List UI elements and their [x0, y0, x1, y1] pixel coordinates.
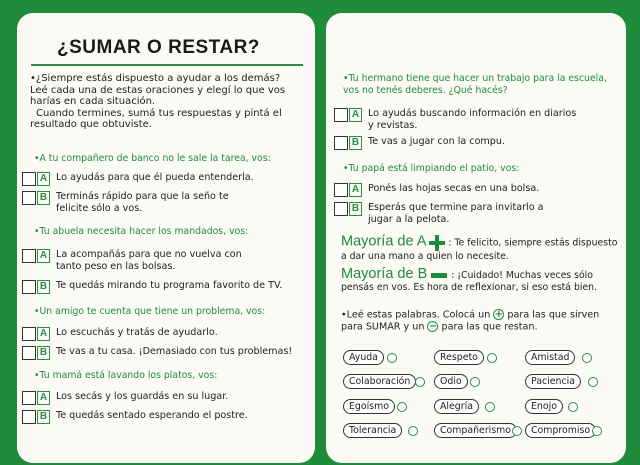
answer-checkbox[interactable]	[22, 327, 36, 341]
question-prompt: •A tu compañero de banco no le sale la tarea, vos:	[34, 153, 271, 164]
option-letter: A	[37, 327, 50, 341]
minus-icon	[430, 270, 448, 282]
answer-circle[interactable]	[397, 402, 407, 412]
option-text: Los secás y los guardás en su lugar.	[56, 391, 229, 402]
option-text: Te quedás mirando tu programa favorito de TV.	[56, 280, 283, 291]
option-row	[334, 183, 619, 197]
plus-circle-icon: +	[494, 309, 504, 320]
answer-circle[interactable]	[568, 402, 578, 412]
option-letter: A	[37, 391, 50, 405]
option-letter: B	[37, 346, 50, 360]
result-b-text: : ¡Cuidado! Muchas veces sólo pensás en vos. Es hora de reflexionar, si eso está bien.	[341, 270, 598, 293]
word-pill: Paciencia	[525, 374, 581, 389]
option-text: Esperás que termine para invitarlo a jugar a la pelota.	[368, 202, 544, 225]
option-text: Te quedás sentado esperando el postre.	[56, 410, 248, 421]
option-text: Terminás rápido para que la seño te felicite sólo a vos.	[56, 191, 229, 214]
intro-line: Leé cada una de estas oraciones y elegí lo que vos harías en cada situación.	[30, 84, 286, 108]
result-b-label: Mayoría de B	[341, 266, 428, 282]
answer-circle[interactable]	[415, 377, 425, 387]
answer-checkbox[interactable]	[22, 191, 36, 205]
word-pill: Colaboración	[343, 374, 416, 389]
word-pill: Alegría	[434, 399, 479, 414]
intro-text	[30, 73, 308, 131]
word-pill: Enojo	[525, 399, 563, 414]
option-text: Lo ayudás buscando información en diarios y revistas.	[368, 108, 577, 131]
result-a-text: : Te felicito, siempre estás dispuesto a dar una mano a quien lo necesite.	[341, 237, 618, 262]
option-letter: B	[349, 202, 362, 216]
question-prompt: •Tu abuela necesita hacer los mandados, vos:	[34, 226, 249, 237]
answer-checkbox[interactable]	[22, 391, 36, 405]
intro-line: •¿Siempre estás dispuesto a ayudar a los demás?	[30, 73, 281, 84]
answer-circle[interactable]	[408, 426, 418, 436]
plus-icon	[429, 235, 445, 251]
option-row	[22, 327, 307, 341]
word-pill: Egoísmo	[343, 399, 395, 414]
question-prompt: •Tu papá está limpiando el patio, vos:	[343, 163, 520, 174]
answer-circle[interactable]	[512, 426, 522, 436]
instruction-part: •Leé estas palabras. Colocá un	[341, 309, 491, 321]
option-row	[22, 280, 307, 294]
answer-checkbox[interactable]	[22, 172, 36, 186]
answer-checkbox[interactable]	[334, 108, 348, 122]
answer-checkbox[interactable]	[22, 280, 36, 294]
word-pill: Amistad	[525, 350, 575, 365]
left-page	[17, 13, 315, 463]
option-text: La acompañás para que no vuelva con tanto peso en las bolsas.	[56, 249, 242, 272]
question-prompt: •Tu mamá está lavando los platos, vos:	[34, 370, 218, 381]
option-letter: B	[349, 136, 362, 150]
option-text: Lo escuchás y tratás de ayudarlo.	[56, 327, 218, 338]
answer-checkbox[interactable]	[334, 202, 348, 216]
instruction-part: para las que sirven para SUMAR y un	[341, 309, 600, 333]
word-pill: Tolerancia	[343, 423, 402, 438]
word-pill: Compañerismo	[434, 423, 517, 438]
answer-circle[interactable]	[582, 353, 592, 363]
option-row	[334, 108, 584, 131]
option-letter: B	[37, 410, 50, 424]
option-letter: B	[37, 191, 50, 205]
answer-circle[interactable]	[592, 426, 602, 436]
result-a-label: Mayoría de A	[341, 233, 427, 250]
word-instruction	[341, 309, 616, 333]
option-letter: A	[349, 183, 362, 197]
option-text: Te vas a jugar con la compu.	[368, 136, 506, 147]
word-pill: Odio	[434, 374, 468, 389]
option-row	[22, 346, 312, 360]
option-letter: A	[349, 108, 362, 122]
question-prompt: •Tu hermano tiene que hacer un trabajo para la escuela, vos no tenés deberes. ¿Qué hacés?	[343, 73, 607, 96]
title-underline	[31, 64, 303, 66]
answer-checkbox[interactable]	[334, 136, 348, 150]
option-text: Ponés las hojas secas en una bolsa.	[368, 183, 540, 194]
option-letter: A	[37, 249, 50, 263]
page-title: ¿SUMAR O RESTAR?	[57, 37, 260, 58]
answer-checkbox[interactable]	[22, 410, 36, 424]
answer-checkbox[interactable]	[22, 249, 36, 263]
result-b	[341, 266, 626, 293]
answer-circle[interactable]	[487, 353, 497, 363]
answer-checkbox[interactable]	[22, 346, 36, 360]
option-row	[22, 410, 307, 424]
option-letter: B	[37, 280, 50, 294]
answer-checkbox[interactable]	[334, 183, 348, 197]
answer-circle[interactable]	[387, 353, 397, 363]
instruction-part: para las que restan.	[441, 321, 538, 333]
result-a	[341, 235, 621, 263]
intro-line: Cuando termines, sumá tus respuestas y pintá el resultado que obtuviste.	[30, 107, 282, 131]
option-row	[22, 191, 252, 214]
word-pill: Compromiso	[525, 423, 596, 438]
option-row	[22, 172, 307, 186]
right-page	[326, 13, 626, 463]
answer-circle[interactable]	[470, 377, 480, 387]
option-row	[22, 249, 262, 272]
option-text: Te vas a tu casa. ¡Demasiado con tus problemas!	[56, 346, 293, 357]
option-letter: A	[37, 172, 50, 186]
minus-circle-icon: −	[428, 321, 438, 332]
word-pill: Ayuda	[343, 350, 384, 365]
option-row	[22, 391, 307, 405]
option-text: Lo ayudás para que él pueda entenderla.	[56, 172, 254, 183]
question-prompt: •Un amigo te cuenta que tiene un problema, vos:	[34, 306, 266, 317]
option-row	[334, 202, 569, 225]
option-row	[334, 136, 619, 150]
answer-circle[interactable]	[588, 377, 598, 387]
answer-circle[interactable]	[485, 402, 495, 412]
word-pill: Respeto	[434, 350, 484, 365]
